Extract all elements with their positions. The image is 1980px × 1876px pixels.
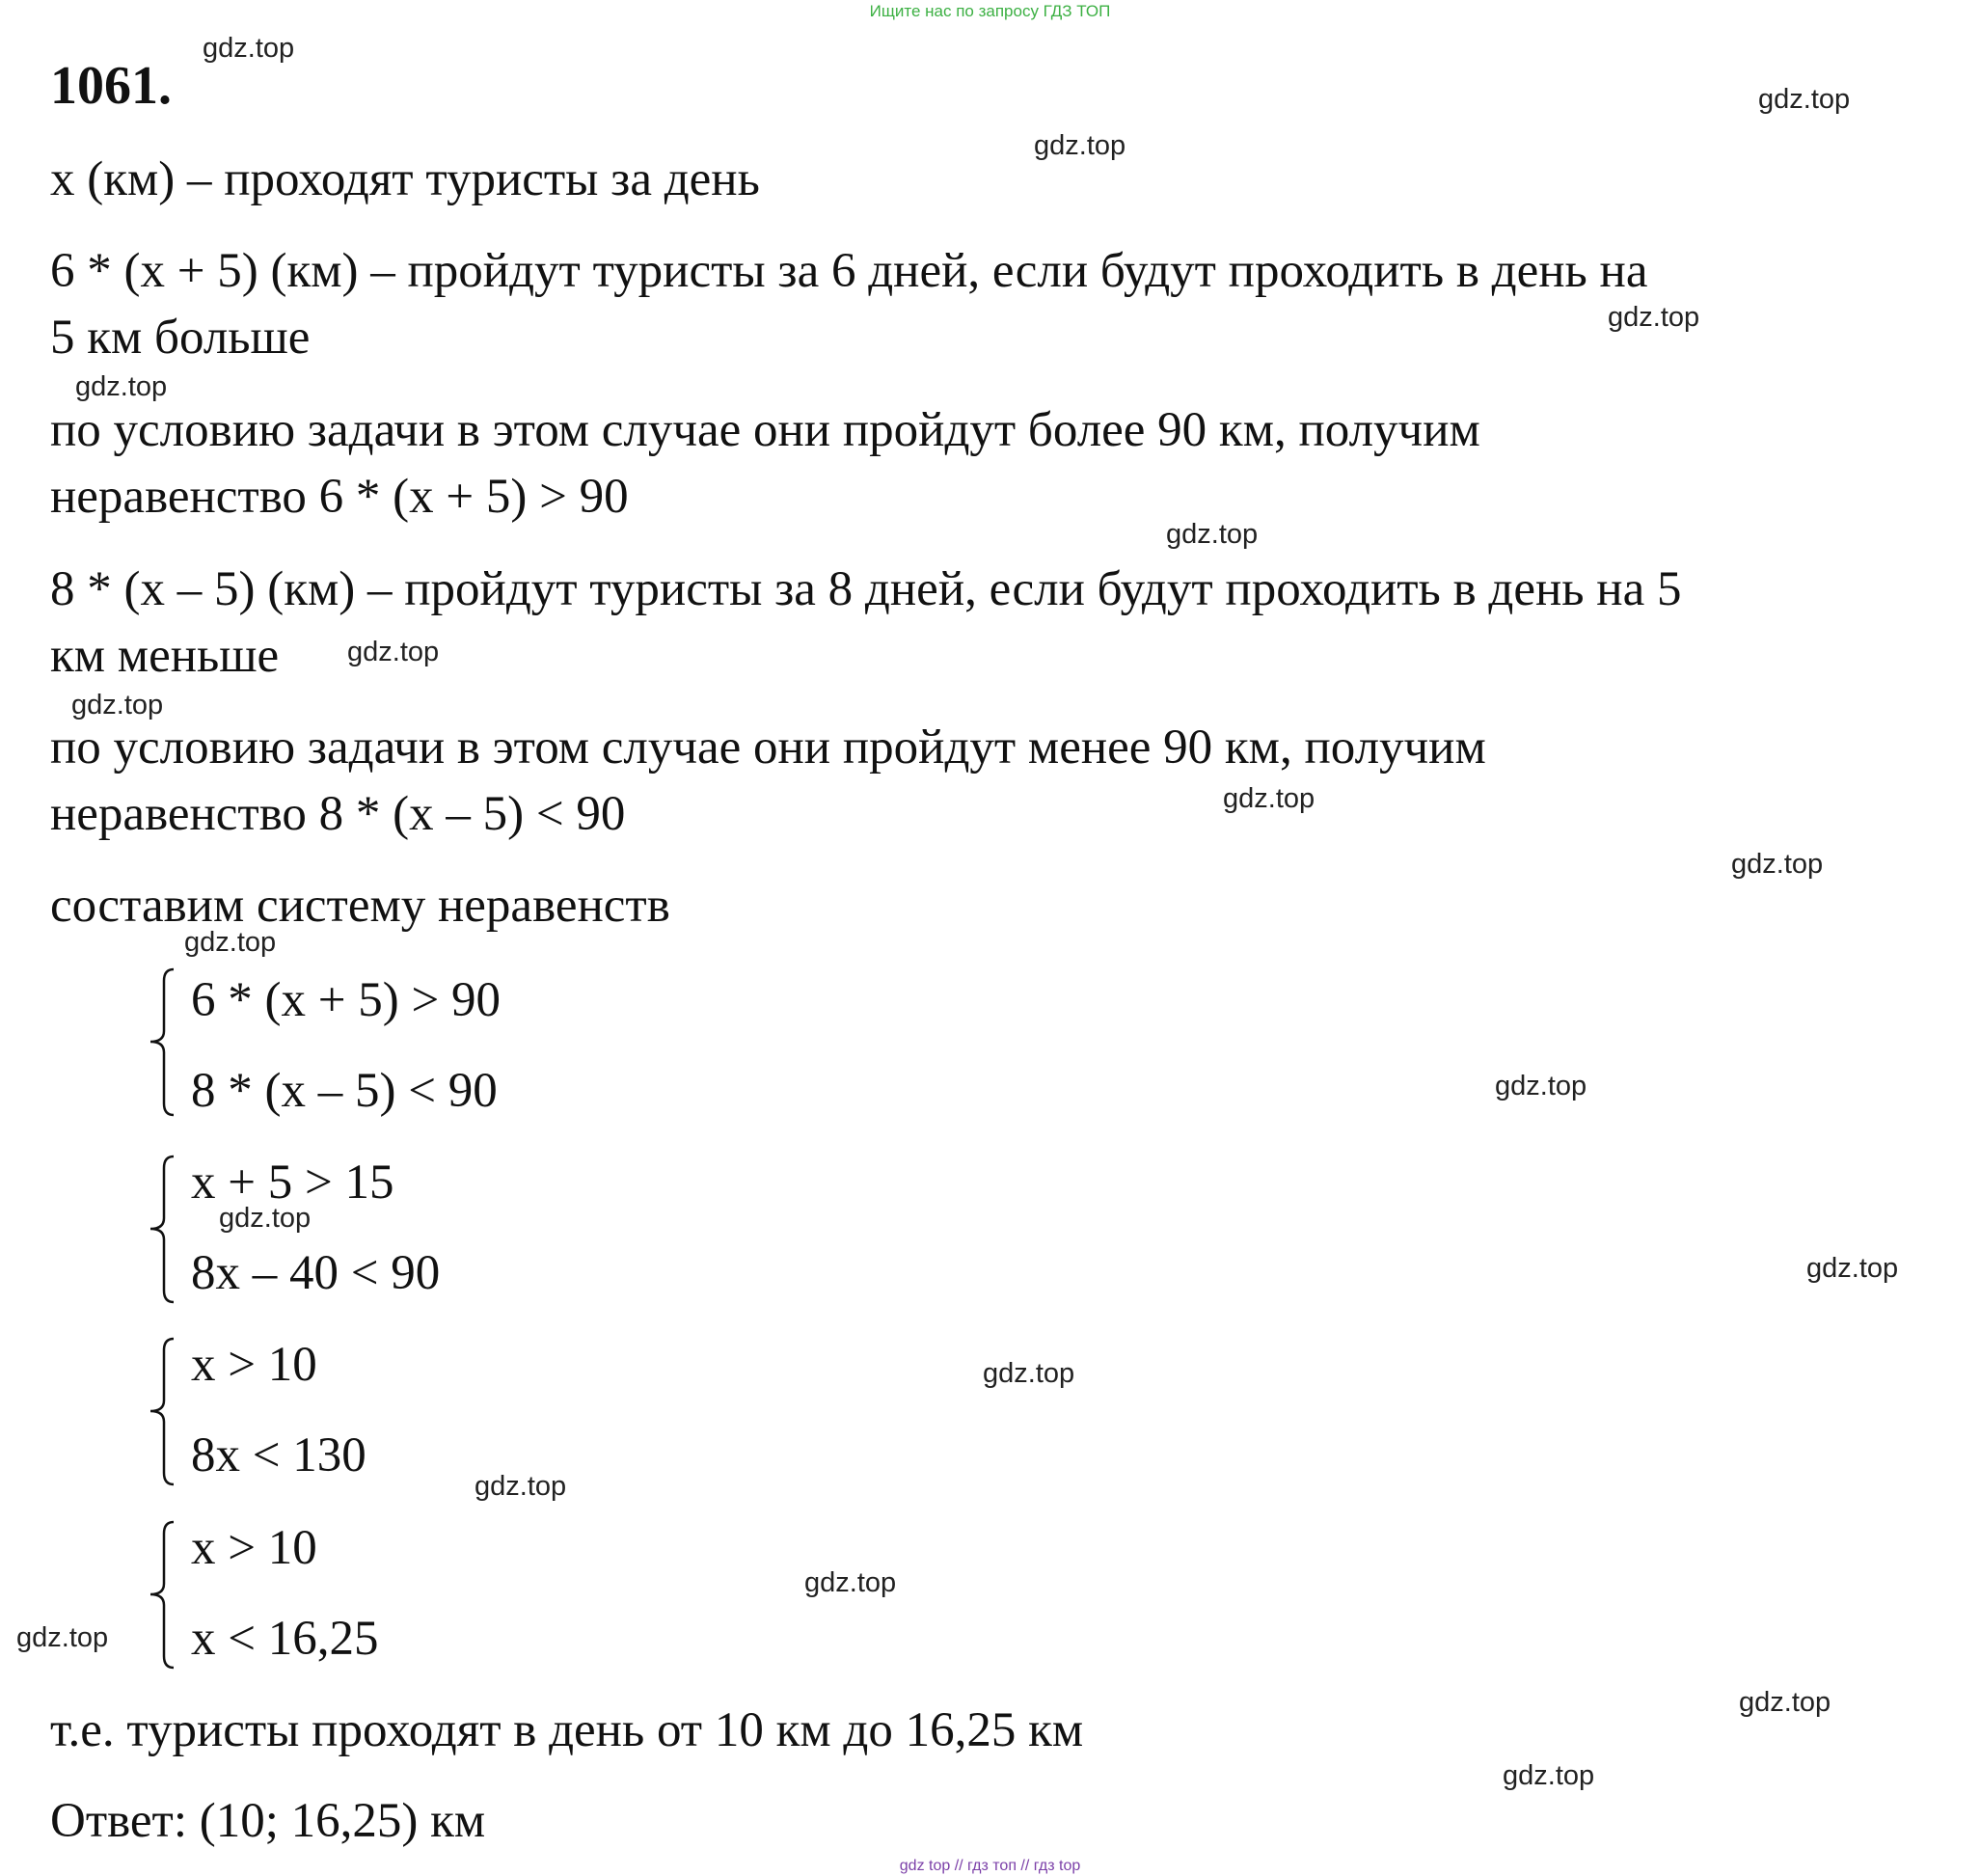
top-banner: Ищите нас по запросу ГДЗ ТОП [869,2,1111,20]
watermark: gdz.top [347,637,440,667]
system-brace-3 [145,1337,183,1486]
system-brace-2 [145,1155,183,1304]
system-4-top: x > 10 [191,1521,317,1575]
line-variable-definition: x (км) – проходят туристы за день [50,152,760,206]
line-inequality-one: неравенство 6 * (x + 5) > 90 [50,470,629,524]
watermark: gdz.top [1495,1071,1587,1101]
watermark: gdz.top [804,1567,897,1598]
line-condition-less: по условию задачи в этом случае они пройдут менее 90 км, получим [50,720,1486,775]
line-six-days-continuation: 5 км больше [50,311,311,365]
line-eight-days-expression: 8 * (x – 5) (км) – пройдут туристы за 8 дней, если будут проходить в день на 5 [50,562,1682,616]
system-3-bottom: 8x < 130 [191,1428,366,1482]
watermark: gdz.top [1166,519,1259,550]
line-six-days-expression: 6 * (x + 5) (км) – пройдут туристы за 6 дней, если будут проходить в день на [50,244,1648,298]
watermark: gdz.top [475,1471,567,1502]
system-brace-1 [145,967,183,1117]
watermark: gdz.top [983,1358,1075,1389]
watermark: gdz.top [219,1203,312,1234]
watermark: gdz.top [75,371,168,402]
system-1-bottom: 8 * (x – 5) < 90 [191,1064,498,1118]
watermark: gdz.top [1034,130,1126,161]
system-brace-4 [145,1520,183,1670]
watermark: gdz.top [203,33,295,64]
line-eight-days-continuation: км меньше [50,629,280,683]
watermark: gdz.top [71,690,164,720]
line-inequality-two: неравенство 8 * (x – 5) < 90 [50,787,626,841]
watermark: gdz.top [1608,302,1700,333]
line-compose-system: составим систему неравенств [50,879,670,933]
watermark: gdz.top [1739,1687,1831,1718]
system-2-bottom: 8x – 40 < 90 [191,1246,441,1300]
line-answer: Ответ: (10; 16,25) км [50,1794,486,1848]
watermark: gdz.top [184,927,277,958]
watermark: gdz.top [1223,783,1315,814]
footer-links: gdz top // гдз топ // гдз top [899,1858,1081,1874]
system-1-top: 6 * (x + 5) > 90 [191,973,501,1027]
system-3-top: x > 10 [191,1338,317,1392]
watermark: gdz.top [16,1622,109,1653]
watermark: gdz.top [1758,84,1851,115]
problem-number: 1061. [50,56,172,116]
watermark: gdz.top [1806,1253,1899,1284]
line-condition-more: по условию задачи в этом случае они пройдут более 90 км, получим [50,403,1480,457]
watermark: gdz.top [1731,849,1824,880]
watermark: gdz.top [1503,1760,1595,1791]
line-conclusion: т.е. туристы проходят в день от 10 км до 16,25 км [50,1703,1084,1757]
system-2-top: x + 5 > 15 [191,1156,394,1210]
system-4-bottom: x < 16,25 [191,1612,379,1666]
